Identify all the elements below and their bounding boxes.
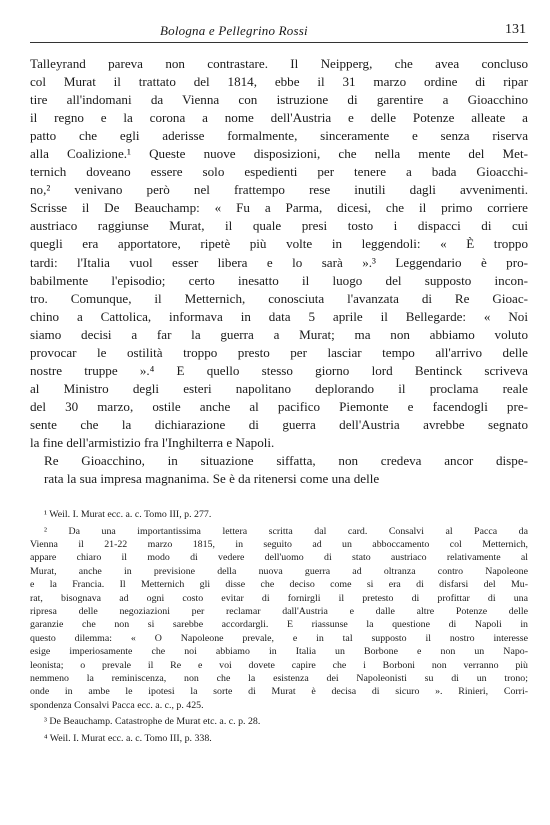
text-line: quegli era apportatore, ripetè più volte in leggendoli: « È troppo (30, 236, 528, 252)
footnote-line: spondenza Consalvi Pacca ecc. a. c., p. 425. (30, 699, 204, 711)
text-line: no,² venivano però nel frattempo rese inutili dagli avvenimenti. (30, 182, 528, 198)
footnote-line: esige imperiosamente che noi abbiamo in Italia un Borbone e non un Napo- (30, 646, 528, 658)
text-line: tardi: l'Italia vuol esser libera e lo sarà ».³ Leggendario è pro- (30, 254, 528, 270)
footnote-line: e la Francia. Il Metternich gli disse che deciso come si era di disfarsi del Mu- (30, 579, 528, 591)
footnote-line: ² Da una importantissima lettera scritta dal card. Consalvi al Pacca da (44, 525, 528, 537)
text-line: Scrisse il De Beauchamp: « Fu a Parma, dicesi, che il primo corriere (30, 200, 528, 216)
footnote-line: ¹ Weil. I. Murat ecc. a. c. Tomo III, p. 277. (44, 509, 212, 521)
footnote-line: leonista; o prevale il Re e voi dovete capire che i Borboni non verranno più (30, 659, 528, 671)
text-line: babilmente l'episodio; certo inesatto il luogo del supposto incon- (30, 272, 528, 288)
footnote-line: nemmeno la reminiscenza, non che la esistenza dei Napoleonisti su di un trono; (30, 673, 528, 684)
footnotes (30, 508, 528, 745)
text-line: patto che egli aderisse formalmente, sinceramente e senza riserva (30, 128, 528, 144)
text-line: del 30 marzo, ostile anche al pacifico Piemonte e facendogli pre- (30, 398, 528, 414)
book-page (30, 18, 528, 748)
footnote-line: Murat, anche in previsione della nuova guerra ad oltranza contro Napoleone (30, 565, 528, 577)
footnote-line: Vienna il 21-22 marzo 1815, in seguito ad un abboccamento col Metternich, (30, 538, 528, 550)
body-text (30, 55, 528, 488)
footnote-line: ³ De Beauchamp. Catastrophe de Murat etc. a. c. p. 28. (44, 716, 261, 728)
footnote-line: garanzie che non si sarebbe accordargli. E riassunse la questione di Napoli in (30, 619, 528, 631)
text-line: ternich doveano essere solo espedienti per tenere a bada Gioacchi- (30, 164, 528, 180)
text-line: chino a Cattolica, informava in data 5 aprile il Bellegarde: « Noi (30, 308, 528, 324)
text-line: col Murat il trattato del 1814, ebbe il 31 marzo ordine di ripar (30, 74, 528, 90)
footnote-line: rat, bisognava ad ogni costo evitar di fornirgli il pretesto di profittar di una (30, 592, 528, 604)
text-line: Talleyrand pareva non contrastare. Il Neipperg, che avea concluso (30, 56, 528, 71)
footnote-line: ⁴ Weil. I. Murat ecc. a. c. Tomo III, p. 338. (44, 732, 212, 744)
paragraph-1 (30, 55, 528, 452)
footnote (30, 508, 528, 521)
footnote (30, 732, 528, 745)
running-title: Bologna e Pellegrino Rossi (160, 23, 308, 38)
footnote-line: questo dilemma: « O Napoleone prevale, e in tal supposto il nostro interesse (30, 632, 528, 644)
text-line: tro. Comunque, il Metternich, conosciuta l'avanzata di Re Gioac- (30, 290, 528, 306)
page-number: 131 (505, 22, 526, 37)
footnote-line: appare chiaro il modo di vedere dell'uomo di stato austriaco relativamente al (30, 552, 528, 564)
footnote (30, 525, 528, 713)
text-line: Re Gioacchino, in situazione siffatta, non credeva ancor dispe- (44, 453, 528, 469)
text-line: al Ministro degli esteri napolitano deplorando il proclama reale (30, 380, 528, 396)
text-line: il regno e la corona a nome dell'Austria e delle Potenze alleate a (30, 110, 528, 126)
text-line: nostre truppe ».⁴ E quello stesso giorno lord Bentinck scriveva (30, 362, 528, 378)
paragraph-2 (30, 452, 528, 488)
text-line: rata la sua impresa magnanima. Se è da ritenersi come una delle (44, 471, 380, 487)
text-line: provocar le ostilità troppo presto per lasciar tempo all'arrivo delle (30, 344, 528, 360)
text-line: austriaco raggiunse Murat, il quale presi tosto i dispacci di cui (30, 218, 528, 234)
footnote-line: onde in ambe le ipotesi la sorte di Murat è decisa di sicuro ». Rinieri, Corri- (30, 686, 528, 698)
footnote-line: ripresa delle negoziazioni per reclamar dall'Austria e dalle altre Potenze delle (30, 605, 528, 617)
text-line: sente che la dichiarazione di guerra dell'Austria avrebbe segnato (30, 416, 528, 432)
text-line: alla Coalizione.¹ Queste nuove disposizioni, che nella mente del Met- (30, 146, 528, 162)
footnote (30, 715, 528, 728)
text-line: la fine dell'armistizio fra l'Inghilterra e Napoli. (30, 434, 275, 450)
page-header (30, 18, 528, 43)
text-line: tire all'indomani da Vienna con istruzione di garentire a Gioacchino (30, 92, 528, 108)
text-line: siamo decisi a far la guerra a Murat; ma non abbiamo voluto (30, 326, 528, 342)
